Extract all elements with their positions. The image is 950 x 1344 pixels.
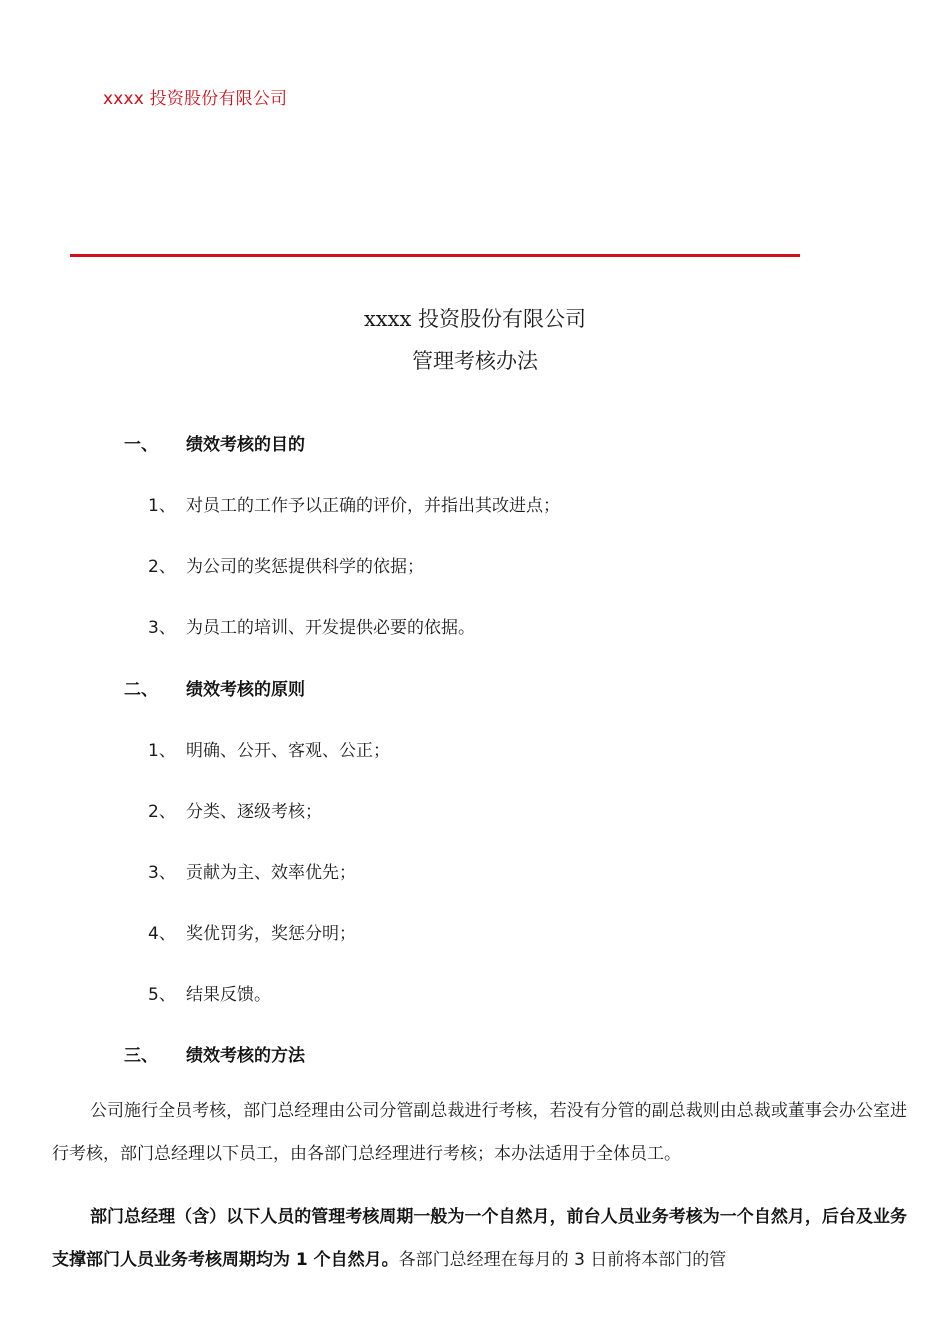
letterhead-company-name: xxxx 投资股份有限公司 [103, 89, 288, 109]
list-item-number: 5、 [148, 985, 176, 1005]
list-item-text: 为公司的奖惩提供科学的依据； [186, 557, 424, 577]
section-number: 三、 [124, 1046, 158, 1066]
list-item-text: 为员工的培训、开发提供必要的依据。 [186, 618, 475, 638]
section-title: 绩效考核的目的 [186, 435, 305, 455]
list-item-number: 1、 [148, 496, 176, 516]
section-number: 一、 [124, 435, 158, 455]
document-subtitle: 管理考核办法 [412, 349, 538, 373]
list-item-text: 明确、公开、客观、公正； [186, 741, 390, 761]
body-text: 各部门总经理在每月的 3 日前将本部门的管 [398, 1250, 727, 1270]
list-item-text: 奖优罚劣，奖惩分明； [186, 924, 356, 944]
list-item-text: 结果反馈。 [186, 985, 271, 1005]
letterhead-divider [70, 254, 800, 257]
body-paragraph: 公司施行全员考核，部门总经理由公司分管副总裁进行考核，若没有分管的副总裁则由总裁或董事会办公室进行考核，部门总经理以下员工，由各部门总经理进行考核；本办法适用于全体员工。 [52, 1101, 907, 1164]
bold-text: 部门总经理（含）以下人员的管理考核周期一般为一个自然月，前台人员业务考核为一个自然月，后台及业务支撑部门人员业务考核周期均为 1 个自然月。 [52, 1207, 907, 1270]
list-item-text: 分类、逐级考核； [186, 802, 322, 822]
body-paragraph [52, 1196, 907, 1282]
list-item-text: 对员工的工作予以正确的评价，并指出其改进点； [186, 496, 560, 516]
section-number: 二、 [124, 680, 158, 700]
section-title: 绩效考核的方法 [186, 1046, 305, 1066]
title-prefix: xxxx [363, 307, 412, 331]
list-item-number: 3、 [148, 618, 176, 638]
document-title [0, 303, 950, 333]
list-item-number: 4、 [148, 924, 176, 944]
list-item-number: 3、 [148, 863, 176, 883]
list-item-text: 贡献为主、效率优先； [186, 863, 356, 883]
list-item-number: 1、 [148, 741, 176, 761]
list-item-number: 2、 [148, 557, 176, 577]
list-item-number: 2、 [148, 802, 176, 822]
section-title: 绩效考核的原则 [186, 680, 305, 700]
title-company: 投资股份有限公司 [411, 307, 587, 331]
